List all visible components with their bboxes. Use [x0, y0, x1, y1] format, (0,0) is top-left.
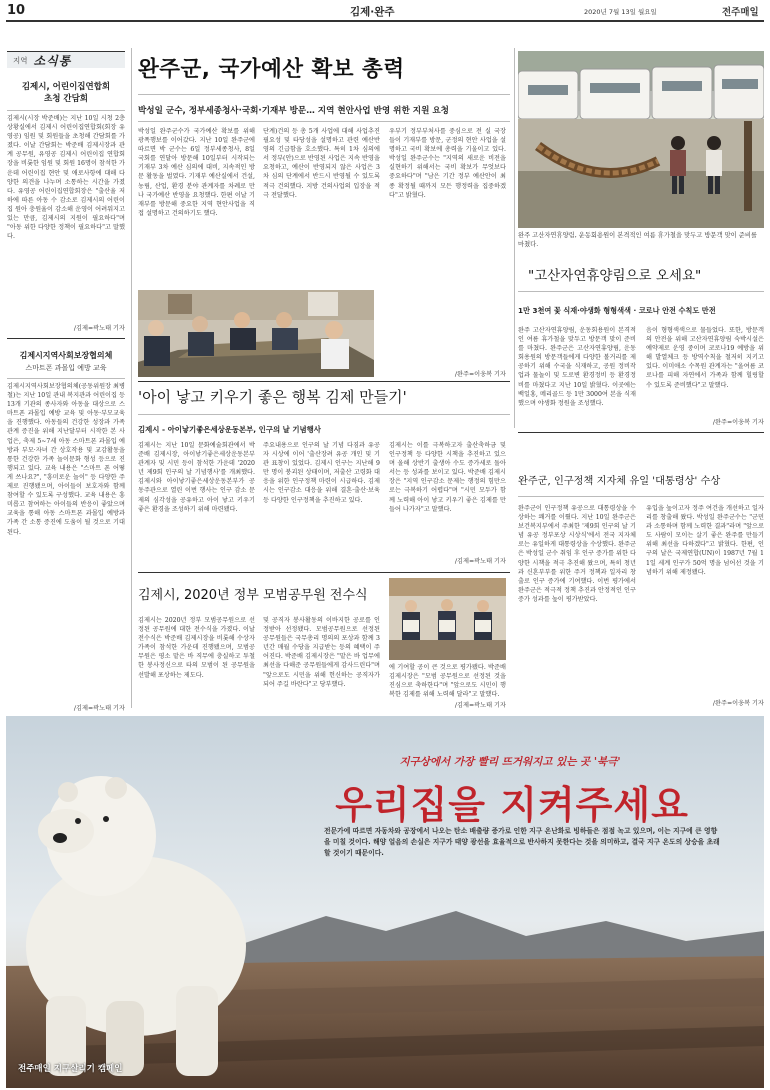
article3-headline: '아이 낳고 키우기 좋은 행복 김제 만들기'	[138, 388, 407, 406]
column-divider	[514, 48, 515, 428]
article3-byline: /김제=곽노태 기자	[454, 558, 506, 565]
divider	[7, 378, 125, 379]
article3-subhead: 김제시 - 아이낳기좋은세상운동본부, 인구의 날 기념행사	[138, 425, 321, 434]
article1-body-col1: 박성일 완주군수가 국가예산 확보를 위해 광폭행보를 이어갔다. 지난 10일 완주군에 따르면 박 군수는 6일 정부세종청사, 8일 국회를 연달아 방문해 10일부터 시작되는 기재부 3차 예산 심의에 대비, 지속적인 방문 활동을 벌였다. 기재부 예산실에서 건설, 농림, 산업, 환경 분야 관계자를 차례로 만나 국가예산 반영을 요청했다. 한편 이날 기재부를 방문해 중요한 지역 현안사업을 직접 설명하고 건의하기도 했다.	[138, 128, 255, 217]
campground-photo	[518, 51, 764, 228]
sidebar-label-small: 지역	[13, 55, 28, 65]
campaign-ad	[6, 716, 764, 1088]
article2-headline: "고산자연휴양림으로 오세요"	[528, 268, 702, 284]
divider	[138, 414, 510, 415]
article3-body-col3: 김제시는 이를 극복하고자 출산축하금 및 인구정책 등 다양한 시책을 추진하고 있으며 올해 상반기 출생아 수도 증가세로 돌아서는 등 성과를 보이고 있다. 박준배 김제시장은 "지역 인구감소 문제는 행정의 힘만으로는 극복하기 어렵다"며 "시민 모두가 함께 노력해 아이 낳고 키우기 좋은 김제를 만들어 나가자"고 말했다.	[389, 442, 506, 513]
sidebar-item2-byline: /김제=곽노태 기자	[73, 705, 125, 712]
article3-body-col1: 김제시는 지난 10일 문화예술회관에서 박준배 김제시장, 아이낳기좋은세상운동본부 관계자 및 시민 등이 참석한 가운데 '2020년 제9회 인구의 날 기념행사'를 개최했다. 김제시와 아이낳기좋은세상운동본부가 공동주관으로 열린 이번 행사는 인구 감소 문제의 심각성을 공유하고 아이 낳고 키우기 좋은 환경을 조성하기 위해 마련됐다.	[138, 442, 255, 513]
article4-byline: /김제=곽노태 기자	[454, 702, 506, 709]
divider	[518, 432, 764, 433]
sidebar-item1-byline: /김제=곽노태 기자	[73, 325, 125, 332]
ad-body: 전문가에 따르면 자동차와 공장에서 나오는 탄소 배출량 증가로 인한 지구 온난화로 빙하들은 점점 녹고 있으며, 이는 지구에 큰 영향을 미칠 것이다. 해양 얼음의 손실은 지구가 태양 광선을 효율적으로 반사하지 못한다는 것을 의미하고, 결국 지구 온도의 상승을 초래할 것이기 때문이다.	[324, 827, 720, 857]
article3-body-col2: 주요내용으로 인구의 날 기념 다짐과 유공자 시상에 이어 '출산장려 유공 개인 및 기관 표창이 있었다. 김제시 인구는 지난해 9만 명이 붕괴된 상태이며, 저출산 고령화 대응을 위한 인구정책 마련이 시급하다. 김제시는 인구감소 대응을 위해 결혼·출산·보육 등 다양한 인구정책을 추진하고 있다.	[263, 442, 380, 504]
ad-background	[6, 716, 764, 1088]
divider	[518, 291, 764, 292]
article2-byline: /완주=이웅복 기자	[712, 419, 764, 426]
article2-body-col1: 완주 고산자연휴양림, 운동회용원이 본격적인 여름 휴가철을 맞두고 방문객 맞이 준비를 마쳤다. 완주군은 고산자연휴양림, 운동회용원의 방문객들에게 다양한 볼거리를 제공하기 위해 수국을 식재하고, 공원 정비작업과 물놀이 및 도로변 환경정비 등 환경정비를 마쳤다고 지난 10일 밝혔다. 이곳에는 백일홍, 메리골드 등 1만 3000여 본을 식재했으며 야생화 정원을 조성했다.	[518, 327, 636, 407]
article4-body-col2: 및 공직자 봉사활동의 이바지한 공로를 인정받아 선정됐다. 모범공무원으로 선정된 공무원들은 국무총리 명의의 포상과 함께 3년간 매월 수당을 지급받는 등의 혜택이 주어진다. 박준배 김제시장은 "맡은 바 업무에 최선을 다해준 공무원들에게 감사드린다"며 "앞으로도 시민을 위해 헌신하는 공직자가 되어 주길 바란다"고 당부했다.	[263, 617, 380, 688]
article1-body-col3: 우부기 정부부처사를 중심으로 전 실 국장들이 기재부를 방문, 군정의 현안 사업을 설명하고 국비 확보에 총력을 기울이고 있다. 박성일 완주군수는 "지역의 새로운 비전을 실현하기 위해서는 국비 확보가 무엇보다 중요하다"며 "남은 기간 정부 예산안이 최종 확정될 때까지 모든 행정력을 집중하겠다"고 밝혔다.	[389, 128, 506, 199]
sidebar-item2-title: 김제시지역사회보장협의체	[19, 351, 113, 360]
article1-subhead: 박성일 군수, 정부세종청사·국회·기재부 방문… 지역 현안사업 반영 위한 지원 요청	[138, 106, 449, 116]
sidebar-column	[7, 70, 125, 726]
sidebar-item2-subtitle: 스마트폰 과몰입 예방 교육	[25, 364, 107, 372]
divider	[138, 121, 510, 122]
divider	[138, 94, 510, 95]
article1-photo	[138, 290, 374, 377]
article5-headline: 완주군, 인구정책 지자체 유일 '대통령상' 수상	[518, 476, 721, 487]
issue-date: 2020년 7월 13일 월요일	[584, 8, 657, 16]
campground-photo-caption: 완주 고산자연휴양림, 운동회용원이 본격적인 여름 휴가철을 맞두고 방문객 맞이 준비를 마쳤다.	[518, 232, 757, 248]
header-rule	[6, 20, 764, 22]
sidebar-item1-body: 김제시(시장 박준배)는 지난 10일 시청 2층 상황실에서 김제시 어린이집연합회(회장 유영공) 임원 및 회원들을 초청해 간담회를 가졌다. 이날 간담회는 박준배 김제시장과 관계 공무원, 유영공 김제시 어린이집 연합회장을 비롯한 임원 및 회원 16명이 참석한 가운데 어린이집 현안 및 애로사항에 대해 다양한 의견을 나누며 소통하는 시간을 가졌다. 유영공 어린이집연합회장은 "출산율 저하에 따른 아동 수 감소로 김제시의 어린이집 원아 충원율이 감소해 운영이 어려워지고 있는 만큼, 김제시의 지원이 필요하다"며 "아동 위한 다양한 정책이 필요하다"고 말했다.	[7, 115, 125, 241]
article1-headline: 완주군, 국가예산 확보 총력	[138, 57, 405, 82]
divider	[7, 110, 125, 111]
article1-body-col2: 단계)건의 등 총 5개 사업에 대해 사업추진 필요성 및 타당성을 설명하고 관련 예산반영의 긴급함을 호소했다. 특히 1차 심의에서 정부(안)으로 반영된 사업은 지속 반영을 요청하고, 예산이 반영되지 않은 사업은 3차 심의 단계에서 반드시 반영될 수 있도록 적극 건의했다. 지방 건의사업의 입장을 적극 전달했다.	[263, 128, 380, 199]
article5-byline: /완주=이웅복 기자	[712, 700, 764, 707]
article4-photo	[389, 578, 506, 660]
ad-title: 우리집을 지켜주세요	[335, 783, 689, 827]
column-divider	[131, 48, 132, 708]
ad-tagline: 지구상에서 가장 빨리 뜨거워지고 있는 곳 '북극'	[399, 756, 621, 768]
sidebar-item1-title1: 김제시, 어린이집연합회	[21, 82, 111, 92]
article4-body-col1: 김제시는 2020년 정부 모범공무원으로 선정된 공무원에 대한 전수식을 가졌다. 이날 전수식은 박준배 김제시장을 비롯해 수상자 가족이 참석한 가운데 진행됐으며, 모범공무원은 평소 맡은 바 직무에 충실하고 투철한 봉사정신으로 타의 모범이 된 공무원을 선발해 포상하는 제도다.	[138, 617, 255, 679]
article5-body-col1: 완주군이 인구정책 유공으로 대통령상을 수상하는 쾌거를 이뤘다. 지난 10일 완주군은 보건복지부에서 주최한 '제9회 인구의 날 기념 유공 정부포상 시상식'에서 전국 지자체로는 유일하게 대통령상을 수상했다. 완주군은 박성일 군수 취임 후 인구 증가를 위한 다양한 시책을 적극 추진해 왔으며, 특히 청년과 신혼부부를 위한 주거 정책과 일자리 창출로 인구 증가에 기여했다. 이번 평가에서 완주군은 적극적 정책 추진과 안정적인 인구 증가 성과를 높이 평가받았다.	[518, 505, 636, 603]
sidebar-label	[7, 51, 125, 68]
divider	[138, 381, 510, 382]
divider	[7, 338, 125, 339]
divider	[138, 572, 510, 573]
article2-body-col2: 음이 형형색색으로 물들었다. 또한, 방문객의 안전을 위해 고산자연휴양림 숙박시설은 예약제로 운영 중이며 코로나19 예방을 위해 발열체크 등 방역수칙을 철저히 지키고 있다. 이미애소 수목원 관계자는 "올여름 코로나를 피해 자연에서 가족과 함께 힐링할 수 있도록 준비했다"고 말했다.	[646, 327, 764, 389]
ad-footer: 전주매일 지구살리기 캠페인	[18, 1064, 123, 1074]
sidebar-item2-body: 김제시지역사회보장협의체(공동위원장 최병철)는 지난 10일 관내 복지관과 어린이집 등 13개 기관의 종사자와 아동을 대상으로 스마트폰 과몰입 예방 교육 및 아동·부모교육을 진행했다. 아동들의 건강한 성장과 가족관계 증진을 위해 지난달부터 시작한 본 사업은, 축제 5~7세 아동 스마트폰 과몰입 예방과 부모·자녀 간 상호작용 및 교감활동을 통한 건강한 가족 놀이문화 형성 등으로 진행되고 있다. 교육 내용은 "스마트 폰 어떻게 쓰나요?", "흥미로운 놀이" 등 다양한 주제로 진행됐으며, 아이들이 보호자와 함께 참여할 수 있도록 구성했다. 교육 내용은 흥미롭고 참여하는 아이들의 반응이 좋았으며 교육을 통해 아동 스마트폰 과몰입 예방과 가족 간 소통 증진에 도움이 될 것으로 기대된다.	[7, 383, 125, 536]
article4-headline: 김제시, 2020년 정부 모범공무원 전수식	[138, 588, 368, 603]
section-title: 김제·완주	[350, 6, 395, 18]
article4-body-col3: 에 기여할 공이 큰 것으로 평가됐다. 박준배 김제시장은 "모범 공무원으로 선정된 것을 진심으로 축하한다"며 "앞으로도 시민이 행복한 김제를 위해 노력해 달라"고 말했다.	[389, 664, 506, 699]
sidebar-item1-title2: 초청 간담회	[43, 94, 88, 104]
article5-body-col2: 유입을 높이고자 정주 여건을 개선하고 일자리를 창출해 왔다. 박성일 완주군수는 "군민과 소통하며 함께 노력한 결과"라며 "앞으로도 사람이 모이는 살기 좋은 완주를 만들기 위해 최선을 다하겠다"고 밝혔다. 한편, 인구의 날은 국제연합(UN)이 1987년 7월 11일 세계 인구가 50억 명을 넘어선 것을 기념하기 위해 제정됐다.	[646, 505, 764, 576]
article1-byline: /완주=이웅복 기자	[454, 371, 506, 378]
sidebar-label-big: 소식통	[33, 53, 72, 68]
page-number: 10	[7, 3, 26, 18]
newspaper-logo: 전주매일	[722, 7, 759, 18]
divider	[518, 496, 764, 497]
article2-subhead: 1만 3천여 꽃 식재·야생화 형형색색 · 코로나 안전 수칙도 만전	[518, 306, 716, 315]
